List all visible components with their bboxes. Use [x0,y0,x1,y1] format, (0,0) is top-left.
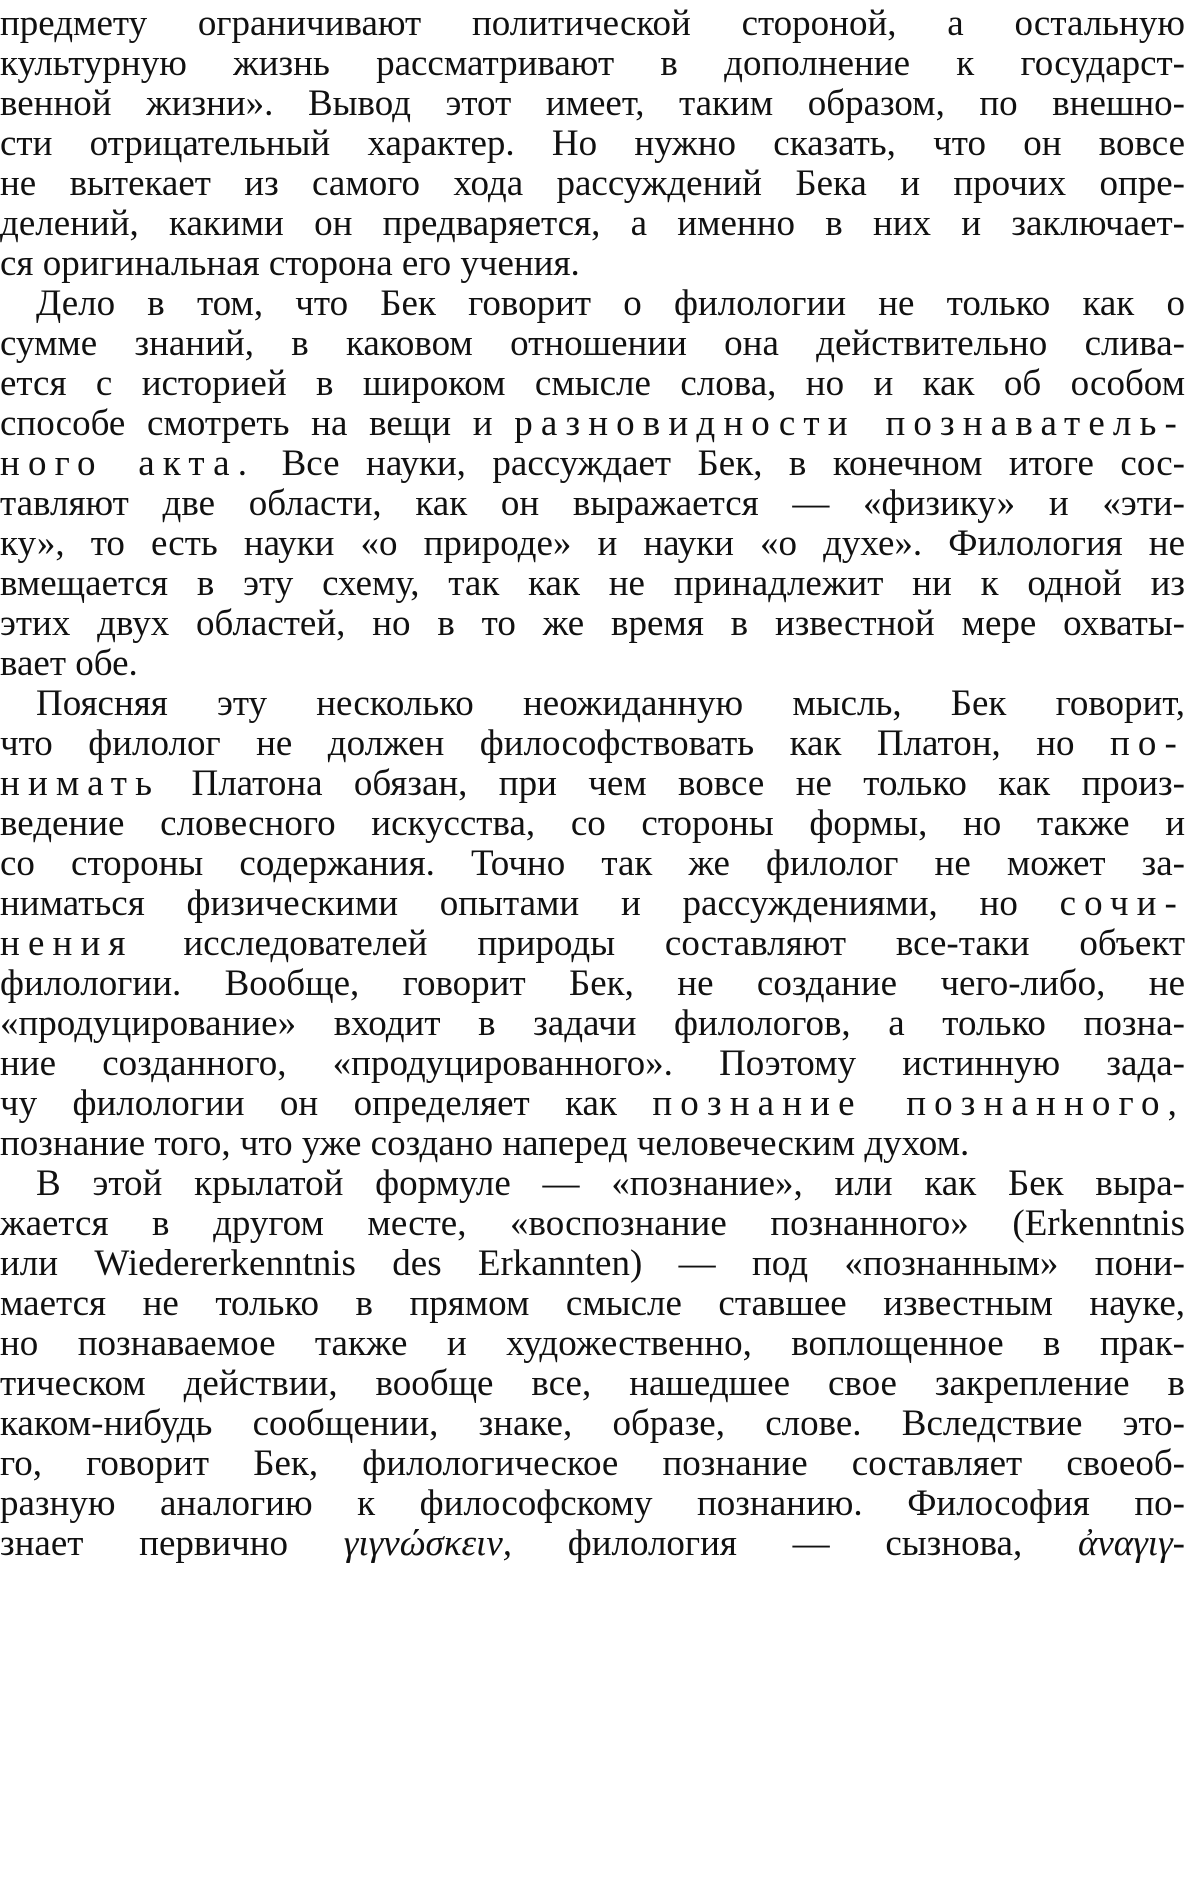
text-line: Дело в том, что Бек говорит о филологии не только как о [36,283,1185,324]
text-run: филология — сызнова, [512,1523,1078,1564]
text-line: вает обе. [0,643,138,684]
text-line: сти отрицательный характер. Но нужно сказать, что он вовсе [0,123,1185,164]
text-run: Платона обязан, при чем вовсе не только как произ- [160,763,1185,804]
text-line: ется с историей в широком смысле слова, но и как об особом [0,363,1185,404]
text-run: знает первично [0,1523,344,1564]
text-line: ся оригинальная сторона его учения. [0,243,580,284]
text-line: культурную жизнь рассматривают в дополнение к государст- [0,43,1185,84]
text-line: тическом действии, вообще все, нашедшее свое закрепление в [0,1363,1185,1404]
text-line: познание того, что уже создано наперед человеческим духом. [0,1123,970,1164]
text-line: или Wiedererkenntnis des Erkannten) — под «познанным» пони- [0,1243,1185,1284]
spaced-emphasis: по- [1109,723,1185,764]
spaced-emphasis: сочи- [1059,883,1185,924]
greek-word: ἀναγιγ- [1077,1523,1185,1564]
spaced-emphasis: познание познанного, [652,1083,1185,1124]
text-line: ку», то есть науки «о природе» и науки «о духе». Филология не [0,523,1185,564]
text-line: филологии. Вообще, говорит Бек, не создание чего-либо, не [0,963,1185,1004]
text-line: В этой крылатой формуле — «познание», или как Бек выра- [36,1163,1185,1204]
text-line: тавляют две области, как он выражается — «физику» и «эти- [0,483,1185,524]
text-run: что филолог не должен философствовать как Платон, но [0,723,1110,764]
spaced-emphasis: ного акта. [0,443,256,484]
text-line: сумме знаний, в каковом отношении она действительно слива- [0,323,1185,364]
text-line: вмещается в эту схему, так как не принадлежит ни к одной из [0,563,1185,604]
text-line: ние созданного, «продуцированного». Поэтому истинную зада- [0,1043,1185,1084]
text-line: каком-нибудь сообщении, знаке, образе, слове. Вследствие это- [0,1403,1185,1444]
spaced-emphasis: разновидности познаватель- [514,403,1185,444]
text-line: не вытекает из самого хода рассуждений Бека и прочих опре- [0,163,1185,204]
text-line: разную аналогию к философскому познанию. Философия по- [0,1483,1185,1524]
greek-word: γιγνώσκειν, [343,1523,512,1564]
text-line: го, говорит Бек, филологическое познание составляет своеоб- [0,1443,1185,1484]
text-run: Все науки, рассуждает Бек, в конечном итоге сос- [255,443,1185,484]
text-run: исследователей природы составляют все-таки объект [133,923,1185,964]
text-line: «продуцирование» входит в задачи филологов, а только позна- [0,1003,1185,1044]
text-line: ведение словесного искусства, со стороны формы, но также и [0,803,1185,844]
text-run: чу филологии он определяет как [0,1083,653,1124]
spaced-emphasis: нимать [0,763,161,804]
spaced-emphasis: нения [0,923,134,964]
text-line: Поясняя эту несколько неожиданную мысль, Бек говорит, [36,683,1185,724]
text-line: со стороны содержания. Точно так же филолог не может за- [0,843,1185,884]
text-line [0,1520,1185,1568]
text-line: но познаваемое также и художественно, воплощенное в прак- [0,1323,1185,1364]
text-line: венной жизни». Вывод этот имеет, таким образом, по внешно- [0,83,1185,124]
text-line: жается в другом месте, «воспознание познанного» (Erkenntnis [0,1203,1185,1244]
text-run: способе смотреть на вещи и [0,403,515,444]
text-line: предмету ограничивают политической стороной, а остальную [0,3,1185,44]
text-line: этих двух областей, но в то же время в известной мере охваты- [0,603,1185,644]
text-line: мается не только в прямом смысле ставшее известным науке, [0,1283,1185,1324]
text-line: делений, какими он предваряется, а именно в них и заключает- [0,203,1185,244]
text-run: ниматься физическими опытами и рассуждениями, но [0,883,1060,924]
